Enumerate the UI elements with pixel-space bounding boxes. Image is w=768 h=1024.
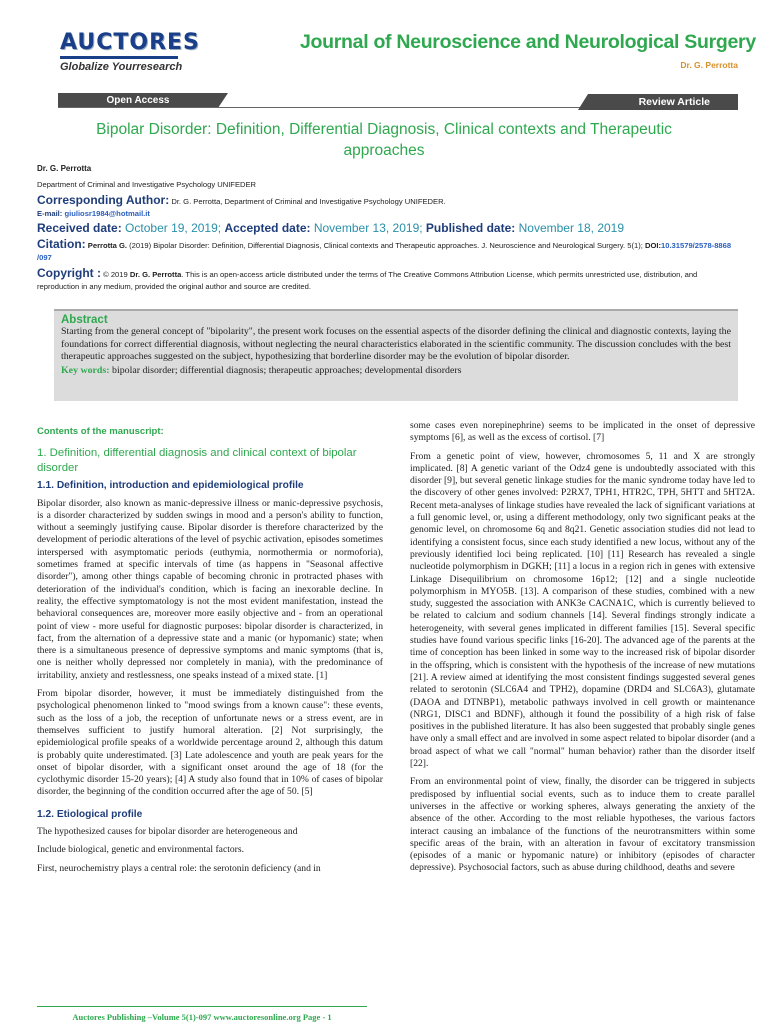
abstract-heading: Abstract <box>61 314 108 326</box>
doi-label: DOI: <box>644 241 661 250</box>
citation <box>37 238 737 264</box>
journal-running-author: Dr. G. Perrotta <box>680 60 738 70</box>
right-column <box>410 420 755 881</box>
paragraph: The hypothesized causes for bipolar disorder are heterogeneous and <box>37 826 298 838</box>
received-label: Received date: <box>37 221 122 235</box>
article-type-badge: Review Article <box>588 94 738 110</box>
paragraph: Bipolar disorder, also known as manic-depressive illness or manic-depressive psychosis, is a disorder characterized by sudden swings in mood and a person's ability to function, without a seemingly justifying cause. Bipolar disorder is therefore characterized by the development of periodic alterations of the level of psychic activation, episodes sometimes interspersed with asymptomatic periods (euthymia, normothermia or normoforia), sometimes framed at specific intervals of time (as happens in "Seasonal affective disorder"), among other things capable of becoming chronic in protracted phases with deterioration of the individual's condition, which is facing an inexorable decline. In reality, the effective symptomatology is not the most evident manifestation, instead the behavioral consequences are, moreover more easily objective and - from an operational point of view - more useful for diagnostic purposes: bipolar disorder is characterized, in fact, from the alternation of a depressive state and a manic (or hypomanic) state; when there is a simultaneous presence of depressive symptoms and manic symptoms (that is, one is neither wholly depressed nor completely in mania), with the predominance of irritability, anxiety and restlessness, one speaks instead of a mixed state. [1] <box>37 497 383 681</box>
section-1-1-heading: 1.1. Definition, introduction and epidemiological profile <box>37 480 304 492</box>
section-1-2-heading: 1.2. Etiological profile <box>37 808 143 820</box>
copyright-label: Copyright : <box>37 266 101 280</box>
copyright <box>37 267 737 293</box>
citation-label: Citation: <box>37 237 86 251</box>
copyright-holder: Dr. G. Perrotta <box>129 270 182 279</box>
copyright-text: . This is an open-access article distributed under the terms of The Creative Commons Attribution License, which permits unrestricted use, distribution, and reproduction in any medium, provided the original author and source are credited. <box>37 270 698 291</box>
article-title: Bipolar Disorder: Definition, Differential Diagnosis, Clinical contexts and Therapeutic approaches <box>96 121 672 159</box>
doi-link[interactable]: 10.31579/2578-8868 /097 <box>37 241 732 262</box>
keywords-label: Key words: <box>61 364 110 376</box>
corresponding-text: Dr. G. Perrotta, Department of Criminal and Investigative Psychology UNIFEDER. <box>171 197 446 206</box>
email-row <box>37 209 737 218</box>
keywords-text: bipolar disorder; differential diagnosis; therapeutic approaches; developmental disorders <box>112 364 462 376</box>
page-footer: Auctores Publishing –Volume 5(1)-097 www.auctoresonline.org Page - 1 <box>72 1012 332 1022</box>
paragraph: Include biological, genetic and environmental factors. <box>37 844 244 856</box>
journal-title: Journal of Neuroscience and Neurological Surgery <box>300 31 756 53</box>
accepted-date: November 13, 2019; <box>313 221 423 235</box>
open-access-badge: Open Access <box>58 93 218 108</box>
abstract-text: Starting from the general concept of "bipolarity", the present work focuses on the essential aspects of the disorder defining the clinical and diagnostic contexts, laying the foundations for correct differential diagnosis, without neglecting the neural characteristics elaborated in the scientific community. The discussion concludes with the best therapeutic approaches suggested on the subject, hypothesizing that borderline disorder may be the evolution of bipolar disorder. <box>61 326 731 363</box>
footer-divider <box>37 1006 367 1007</box>
published-date: November 18, 2019 <box>518 221 625 235</box>
email-link[interactable]: giuliosr1984@hotmail.it <box>64 209 150 218</box>
paragraph: From an environmental point of view, finally, the disorder can be triggered in subjects predisposed by influential social events, such as to induce them to create parallel universes in the affective or working spheres, always generating the anxiety of the absence of the other. According to the most reliable hypotheses, the various factors interact causing an imbalance of the functions of the neurotransmitters within some specific areas of the brain, with an alteration in favour of excitatory transmission (episodes of a manic or hypomanic nature) or inhibitory (episodes of character depressive). Psychosocial factors, such as abuse during childhood, deaths and severe <box>410 776 755 874</box>
front-matter <box>37 164 737 293</box>
logo-underline <box>60 56 178 59</box>
logo-wordmark: AUCTORES <box>60 30 200 55</box>
citation-author: Perrotta G. <box>87 241 128 250</box>
paragraph: From bipolar disorder, however, it must be immediately distinguished from the psychological phenomenon linked to "mood swings from a known cause": these events, such as the loss of a job, the reception of unfortunate news or a stress event, are in themselves sufficient to justify humoral alteration. [2] Not surprisingly, the epidemiological profile speaks of a worldwide percentage around 2, although this datum is probably quite underestimated. [3] Late adolescence and youth are peak years for the onset of bipolar disorder, with a significant onset around the age of 18 (for the cyclothymic disorder 15-20 years); [4] A study also found that in 10% of cases of bipolar disorder, the beginning of the condition occurred after the age of 50. [5] <box>37 688 383 798</box>
author-affiliation: Department of Criminal and Investigative Psychology UNIFEDER <box>37 180 257 189</box>
accepted-label: Accepted date: <box>224 221 311 235</box>
author-name: Dr. G. Perrotta <box>37 164 92 173</box>
copyright-year: © 2019 <box>103 270 128 279</box>
left-column <box>37 420 383 881</box>
corresponding-author <box>37 193 737 207</box>
published-label: Published date: <box>425 221 516 235</box>
corresponding-label: Corresponding Author: <box>37 193 170 207</box>
keywords <box>61 365 731 376</box>
paragraph: some cases even norepinephrine) seems to be implicated in the onset of depressive symptoms [6], as well as the excess of cortisol. [7] <box>410 420 755 444</box>
publication-dates <box>37 221 737 235</box>
citation-text: (2019) Bipolar Disorder: Definition, Differential Diagnosis, Clinical contexts and Therapeutic approaches. J. Neuroscience and Neurological Surgery. 5(1); <box>129 241 643 250</box>
paragraph: From a genetic point of view, however, chromosomes 5, 11 and X are strongly implicated. [8] A genetic variant of the Odz4 gene is undoubtedly associated with this disorder [9], but several genetic linkage studies for the manic syndrome today have led to the discovery of other genes involved: P2RX7, TPH1, HTR2C, TPH, 5HTT and 5HT2A. Recent meta-analyses of linkage studies have revealed the lack of significant variations at a full genomic level, or, using a different methodology, only two significant peaks at the genomic level, on chromosome 6q and 8q21. Genetic association studies did not lead to identifying a consistent focus, since each study identified a new locus, without any of the previously identified loci being replicated. [10] [11] Research has revealed a single nucleotide polymorphism in DGKH; [11] a locus in a region rich in genes with extensive Linkage Disequilibrium on chromosome 16p12; [12] and a single nucleotide polymorphism in MYO5B. [13]. A comparison of these studies, combined with a new study, suggested the association with ANK3e CACNA1C, which is currently believed to be related to calcium and sodium channels [14]. Several findings strongly indicate a heterogeneity, with several genes implicated in different families [15]. Several specific studies have found various specific links [16-20]. The advanced age of the parents at the time of conception has been linked in some way to the increased risk of bipolar disorder in the offspring, which is consistent with the hypothesis of the increase of new mutations [21]. A review aimed at identifying the most consistent findings suggested several genes related to serotonin (SLC6A4 and TPH2), dopamine (DRD4 and SLC6A3), glutamate (DAOA and DTNBP1), metabolic pathways involved in cell growth or maintenance (NRG1, DISC1 and BDNF), although it found the possibility of a high risk of false positives in the published literature. It has also been suggested that probably single genes have only a small effect and are involved in some aspect related to bipolar disorder (and a broad aspect of what we call "normal" human behavior) rather than the disorder itself [22]. <box>410 450 755 770</box>
section-1-heading: 1. Definition, differential diagnosis and clinical context of bipolar disorder <box>37 447 357 475</box>
abstract-box <box>54 309 738 401</box>
paragraph: First, neurochemistry plays a central role: the serotonin deficiency (and in <box>37 862 321 874</box>
contents-heading: Contents of the manuscript: <box>37 426 164 437</box>
received-date: October 19, 2019; <box>125 221 222 235</box>
email-label: E-mail: <box>37 209 63 218</box>
publisher-logo <box>60 30 220 73</box>
logo-tagline: Globalize Yourresearch <box>60 61 183 73</box>
